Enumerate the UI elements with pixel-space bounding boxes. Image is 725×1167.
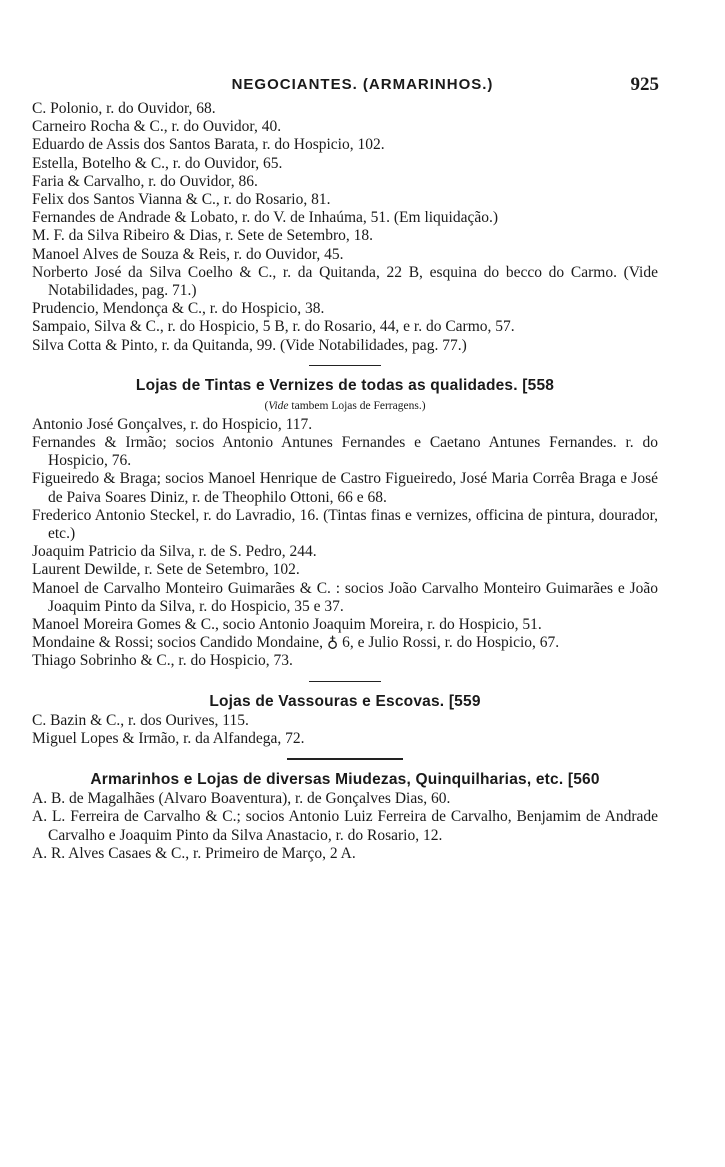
directory-entry: Fernandes & Irmão; socios Antonio Antunes Fernandes e Caetano Antunes Fernandes. r. do Hospicio, 76. [32,434,658,470]
directory-entry: Laurent Dewilde, r. Sete de Setembro, 102. [32,561,300,579]
directory-entry: Norberto José da Silva Coelho & C., r. da Quitanda, 22 B, esquina do becco do Carmo. (Vide Notabilidades, pag. 71.) [32,263,658,300]
body-text [32,100,658,863]
section-heading: Lojas de Vassouras e Escovas. [559 [209,692,481,710]
note-vide: Vide [268,399,289,412]
section-divider [287,758,403,760]
directory-entry: M. F. da Silva Ribeiro & Dias, r. Sete de Setembro, 18. [32,227,374,245]
section-heading: Lojas de Tintas e Vernizes de todas as qualidades. [558 [135,376,555,394]
section-note [32,398,658,414]
directory-entry: Mondaine & Rossi; socios Candido Mondaine, ♁ 6, e Julio Rossi, r. do Hospicio, 67. [32,634,560,652]
running-head-title: NEGOCIANTES. (ARMARINHOS.) [231,76,494,93]
directory-entry: Manoel de Carvalho Monteiro Guimarães & C. : socios João Carvalho Monteiro Guimarães e João Joaquim Pinto da Silva, r. do Hospicio, 35 e 37. [32,579,658,615]
directory-entry: Frederico Antonio Steckel, r. do Lavradio, 16. (Tintas finas e vernizes, officina de pintura, dourador, etc.) [32,506,658,543]
directory-entry: Manoel Alves de Souza & Reis, r. do Ouvidor, 45. [32,245,344,263]
section-heading: Armarinhos e Lojas de diversas Miudezas, Quinquilharias, etc. [560 [90,771,600,789]
section-vassouras-escovas [32,692,658,748]
directory-entry: Miguel Lopes & Irmão, r. da Alfandega, 72. [32,729,305,747]
section-divider [309,365,381,366]
directory-entry: Prudencio, Mendonça & C., r. do Hospicio, 38. [32,300,325,318]
directory-entry: Thiago Sobrinho & C., r. do Hospicio, 73. [32,652,293,670]
section-tintas-vernizes [32,376,658,671]
directory-entry: Estella, Botelho & C., r. do Ouvidor, 65. [32,154,283,172]
section-armarinhos-continued [32,100,658,355]
directory-entry: Silva Cotta & Pinto, r. da Quitanda, 99. (Vide Notabilidades, pag. 77.) [32,336,467,354]
directory-entry: Carneiro Rocha & C., r. do Ouvidor, 40. [32,118,282,136]
directory-entry: Figueiredo & Braga; socios Manoel Henrique de Castro Figueiredo, José Maria Corrêa Braga e José de Paiva Soares Diniz, r. de Theophilo Ottoni, 66 e 68. [32,470,658,506]
directory-entry: Faria & Carvalho, r. do Ouvidor, 86. [32,172,258,190]
directory-entry: A. B. de Magalhães (Alvaro Boaventura), r. de Gonçalves Dias, 60. [32,790,451,808]
directory-entry: Manoel Moreira Gomes & C., socio Antonio Joaquim Moreira, r. do Hospicio, 51. [32,616,542,634]
page-number: 925 [630,74,659,95]
directory-entry: C. Polonio, r. do Ouvidor, 68. [32,100,216,117]
directory-entry: Felix dos Santos Vianna & C., r. do Rosario, 81. [32,191,331,209]
section-divider [309,681,381,682]
directory-entry: Sampaio, Silva & C., r. do Hospicio, 5 B, r. do Rosario, 44, e r. do Carmo, 57. [32,318,515,336]
directory-entry: Fernandes de Andrade & Lobato, r. do V. de Inhaúma, 51. (Em liquidação.) [32,209,499,227]
section-armarinhos-miudezas [32,770,658,863]
note-rest: tambem Lojas de Ferragens.) [288,399,426,412]
directory-entry: Joaquim Patricio da Silva, r. de S. Pedro, 244. [32,543,317,561]
directory-entry: A. R. Alves Casaes & C., r. Primeiro de Março, 2 A. [32,844,356,862]
directory-entry: Antonio José Gonçalves, r. do Hospicio, 117. [32,415,313,433]
directory-entry: A. L. Ferreira de Carvalho & C.; socios Antonio Luiz Ferreira de Carvalho, Benjamim de Andrade Carvalho e Joaquim Pinto da Silva Anastacio, r. do Rosario, 12. [32,808,658,844]
note-open: ( [264,399,269,412]
running-head [0,76,725,98]
directory-entry: Eduardo de Assis dos Santos Barata, r. do Hospicio, 102. [32,136,385,154]
directory-entry: C. Bazin & C., r. dos Ourives, 115. [32,711,249,729]
